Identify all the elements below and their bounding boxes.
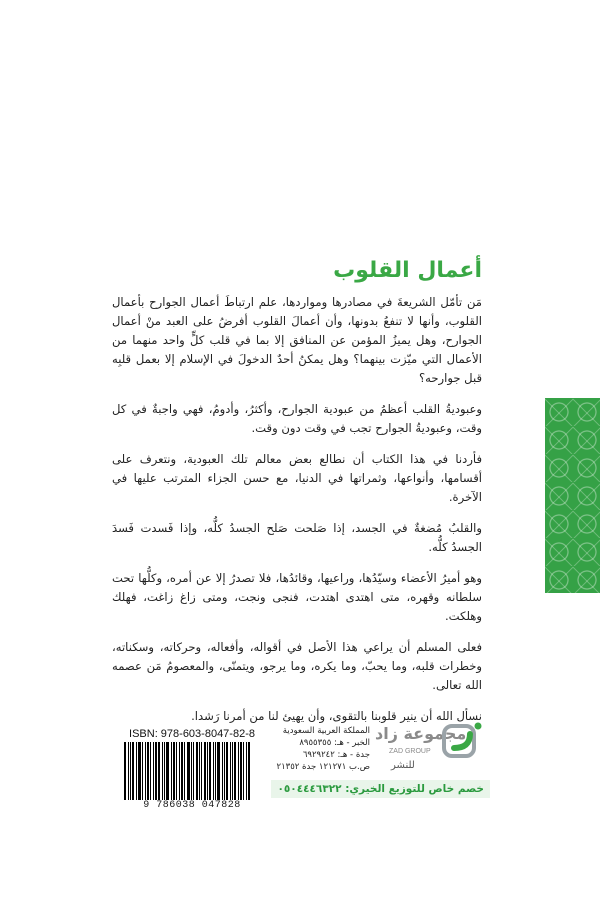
publisher-name: مجموعة زاد — [375, 724, 467, 743]
publisher-sub-label: للنشر — [391, 760, 415, 771]
description-text — [112, 293, 482, 738]
contact-line: المملكة العربية السعودية — [282, 726, 370, 736]
decorative-pattern-strip — [545, 398, 600, 593]
book-title: أعمال القلوب — [333, 258, 482, 283]
distribution-note: خصم خاص للتوزيع الخيري: ٠٥٠٤٤٤٦٣٢٢ — [271, 780, 490, 798]
publisher-group-label: ZAD GROUP — [389, 748, 431, 755]
paragraph: مَن تأمّل الشريعةَ في مصادرها ومواردها، علم ارتباطَ أعمال الجوارح بأعمال القلوب، وأنها لا تنفعُ بدونها، وأن أعمالَ القلوب أفرضُ على العبد منْ أعمال الجوارح، وهل يميزُ المؤمن عن المنافق إلا بما في قلب كلٍّ واحد منهما من الأعمال التي ميّزت بينهما؟ وهل يمكنُ أحدٌ الدخولَ في الإسلام إلا بعمل قلبِه قبل جوارحه؟ — [112, 295, 482, 385]
contact-line: ص.ب ١٢١٢٧١ جدة ٢١٣٥٢ — [276, 762, 370, 772]
paragraph: فأردنا في هذا الكتاب أن نطالع بعض معالم تلك العبودية، ونتعرف على أقسامها، وأنواعها، وثمراتها في الدنيا، مع حسن الجزاء المترتب عليها في الآخرة. — [112, 452, 482, 504]
publisher-contact — [270, 725, 370, 773]
paragraph: والقلبُ مُضغةٌ في الجسد، إذا صَلحت صَلح الجسدُ كلُّه، وإذا فَسدت فَسدَ الجسدُ كلُّه. — [112, 521, 482, 554]
paragraph: نسأل الله أن ينير قلوبنا بالتقوى، وأن يهيئ لنا من أمرنا رَشدا. — [191, 709, 482, 723]
isbn-label: ISBN: 978-603-8047-82-8 — [129, 728, 255, 740]
distribution-bar — [118, 780, 490, 802]
barcode-block — [118, 728, 266, 816]
contact-line: الخبر - هـ: ٨٩٥٥٣٥٥ — [299, 738, 370, 748]
zad-logo-icon — [440, 718, 486, 764]
paragraph: فعلى المسلم أن يراعي هذا الأصل في أقواله، وأفعاله، وحركاته، وسكناته، وخطرات قلبه، وما يحبّ، وما يكره، وما يرجو، ويتمنّى، والمعصومُ مَن عصمه الله تعالى. — [112, 640, 482, 692]
paragraph: وعبوديةُ القلب أعظمُ من عبودية الجوارح، وأكثرُ، وأدومُ، فهي واجبةٌ في كل وقت، وعبوديةُ الجوارح تجب في وقت دون وقت. — [112, 402, 482, 435]
barcode-digits: 9 786038 047828 — [143, 800, 241, 811]
contact-line: جدة - هـ: ٦٩٢٩٢٤٢ — [302, 750, 370, 760]
paragraph: وهو أميرُ الأعضاء وسيّدُها، وراعيها، وقائدُها، فلا تصدرُ إلا عن أمره، وكلُّها تحت سلطانه وقهره، متى اهتدى اهتدت، فنجى ونجت، ومتى زاغ زاغت، فهلك وهلكت. — [112, 571, 482, 623]
